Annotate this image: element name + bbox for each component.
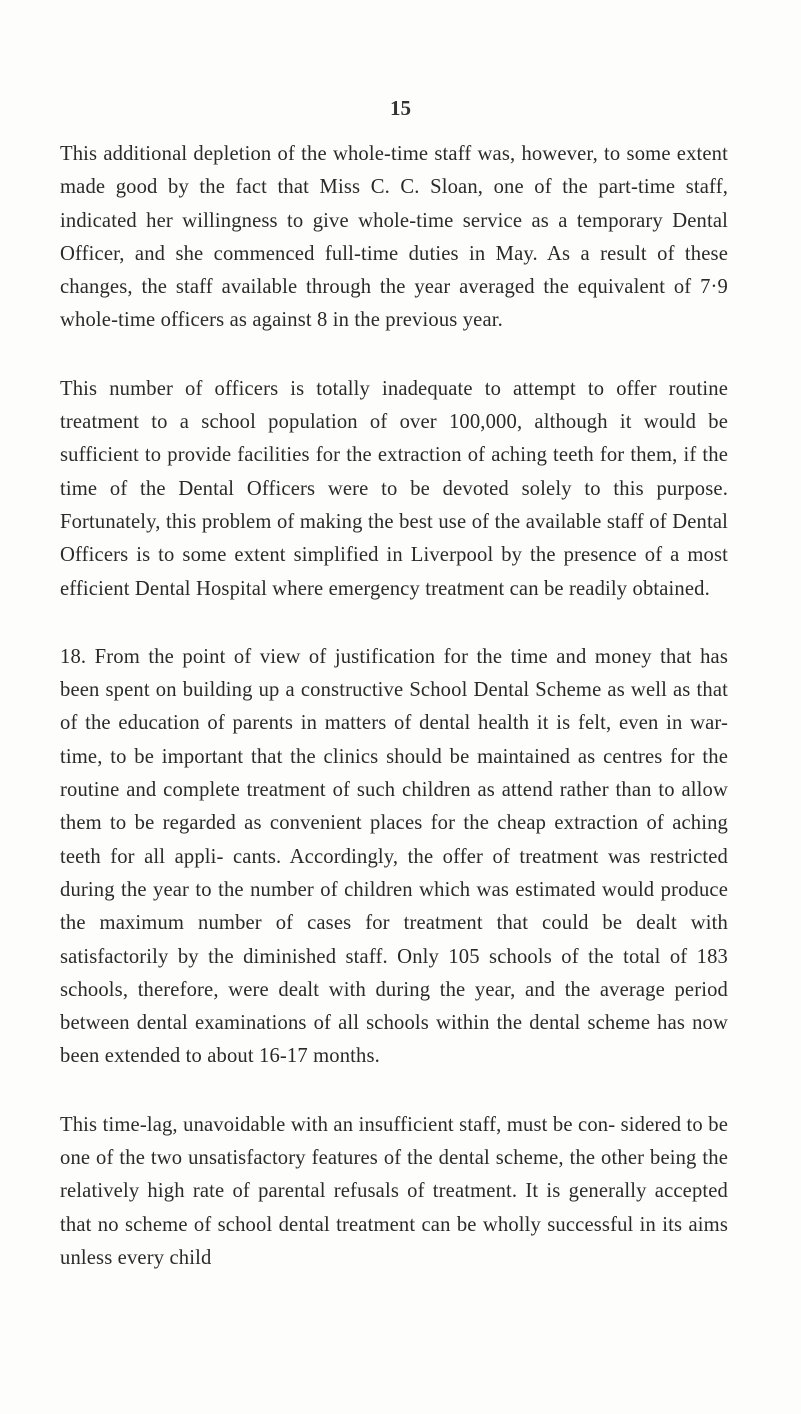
paragraph-officers-inadequate: This number of officers is totally inadequate to attempt to offer routine treatment to a school population of over 100,000, although it would be sufficient to provide facilities for the extraction of aching teeth for them, if the time of the Dental Officers were to be devoted solely to this purpose. Fortunately, this problem of making the best use of the available staff of Dental Officers is to some extent simplified in Liverpool by the presence of a most efficient Dental Hospital where emergency treatment can be readily obtained. xyxy=(60,377,728,600)
paragraph-time-lag: This time-lag, unavoidable with an insufficient staff, must be con- sidered to be one of the two unsatisfactory features of the dental scheme, the other being the relatively high rate of parental refusals of treatment. It is generally accepted that no scheme of school dental treatment can be wholly successful in its aims unless every child xyxy=(60,1113,728,1269)
body-text xyxy=(60,138,728,1310)
page-number: 15 xyxy=(390,96,411,120)
paragraph-staff-depletion: This additional depletion of the whole-time staff was, however, to some extent made good by the fact that Miss C. C. Sloan, one of the part-time staff, indicated her willingness to give whole-time service as a temporary Dental Officer, and she commenced full-time duties in May. As a result of these changes, the staff available through the year averaged the equivalent of 7·9 whole-time officers as against 8 in the previous year. xyxy=(60,143,728,332)
paragraph-section-18: 18. From the point of view of justification for the time and money that has been spent on building up a constructive School Dental Scheme as well as that of the education of parents in matters of dental health it is felt, even in war-time, to be important that the clinics should be maintained as centres for the routine and complete treatment of such children as attend rather than to allow them to be regarded as convenient places for the cheap extraction of aching teeth for all appli- cants. Accordingly, the offer of treatment was restricted during the year to the number of children which was estimated would produce the maximum number of cases for treatment that could be dealt with satisfactorily by the diminished staff. Only 105 schools of the total of 183 schools, therefore, were dealt with during the year, and the average period between dental examinations of all schools within the dental scheme has now been extended to about 16-17 months. xyxy=(60,645,728,1068)
